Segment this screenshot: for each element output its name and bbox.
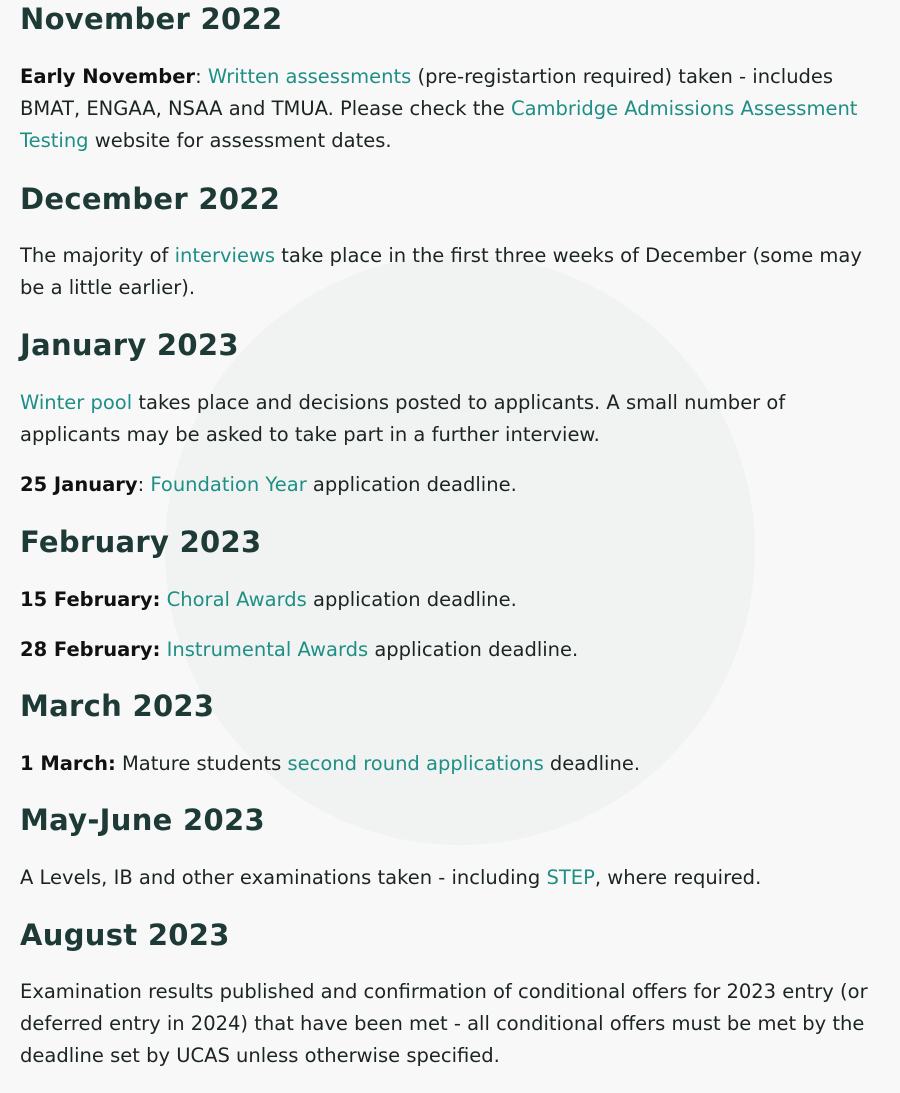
- date-label: 28 February:: [20, 638, 161, 661]
- heading-february-2023: February 2023: [20, 525, 262, 559]
- winter-pool-link[interactable]: Winter pool: [20, 391, 133, 414]
- cambridge-admissions-testing-link[interactable]: Cambridge Admissions Assessment Testing: [20, 97, 858, 152]
- instrumental-awards-link[interactable]: Instrumental Awards: [166, 638, 369, 661]
- heading-august-2023: August 2023: [20, 918, 230, 952]
- february-instrumental-paragraph: 28 February: Instrumental Awards application deadline.: [20, 638, 579, 661]
- interviews-link[interactable]: interviews: [174, 244, 276, 267]
- heading-march-2023: March 2023: [20, 689, 215, 723]
- august-paragraph: Examination results published and confirmation of conditional offers for 2023 entry (or deferred entry in 2024) that have been met - all conditional offers must be met by the deadline set by UCAS unless otherwise specified.: [20, 980, 868, 1067]
- foundation-year-link[interactable]: Foundation Year: [150, 473, 307, 496]
- heading-may-june-2023: May-June 2023: [20, 803, 265, 837]
- february-choral-paragraph: 15 February: Choral Awards application deadline.: [20, 588, 517, 611]
- date-label: 1 March:: [20, 752, 116, 775]
- may-june-paragraph: A Levels, IB and other examinations taken - including STEP, where required.: [20, 866, 762, 889]
- heading-november-2022: November 2022: [20, 2, 283, 36]
- heading-january-2023: January 2023: [20, 328, 239, 362]
- march-paragraph: 1 March: Mature students second round applications deadline.: [20, 752, 641, 775]
- step-link[interactable]: STEP: [546, 866, 595, 889]
- january-foundation-paragraph: 25 January: Foundation Year application deadline.: [20, 473, 517, 496]
- january-winter-pool-paragraph: Winter pool takes place and decisions posted to applicants. A small number of applicants may be asked to take part in a further interview.: [20, 391, 786, 446]
- date-label: 25 January: [20, 473, 138, 496]
- november-early-paragraph: Early November: Written assessments (pre-registartion required) taken - includes BMAT, ENGAA, NSAA and TMUA. Please check the Cambridge Admissions Assessment Testing website for assessment dates.: [20, 65, 858, 152]
- written-assessments-link[interactable]: Written assessments: [207, 65, 412, 88]
- choral-awards-link[interactable]: Choral Awards: [166, 588, 307, 611]
- december-paragraph: The majority of interviews take place in the first three weeks of December (some may be a little earlier).: [20, 244, 862, 299]
- heading-december-2022: December 2022: [20, 182, 281, 216]
- second-round-applications-link[interactable]: second round applications: [287, 752, 544, 775]
- date-label: 15 February:: [20, 588, 161, 611]
- date-label: Early November: [20, 65, 196, 88]
